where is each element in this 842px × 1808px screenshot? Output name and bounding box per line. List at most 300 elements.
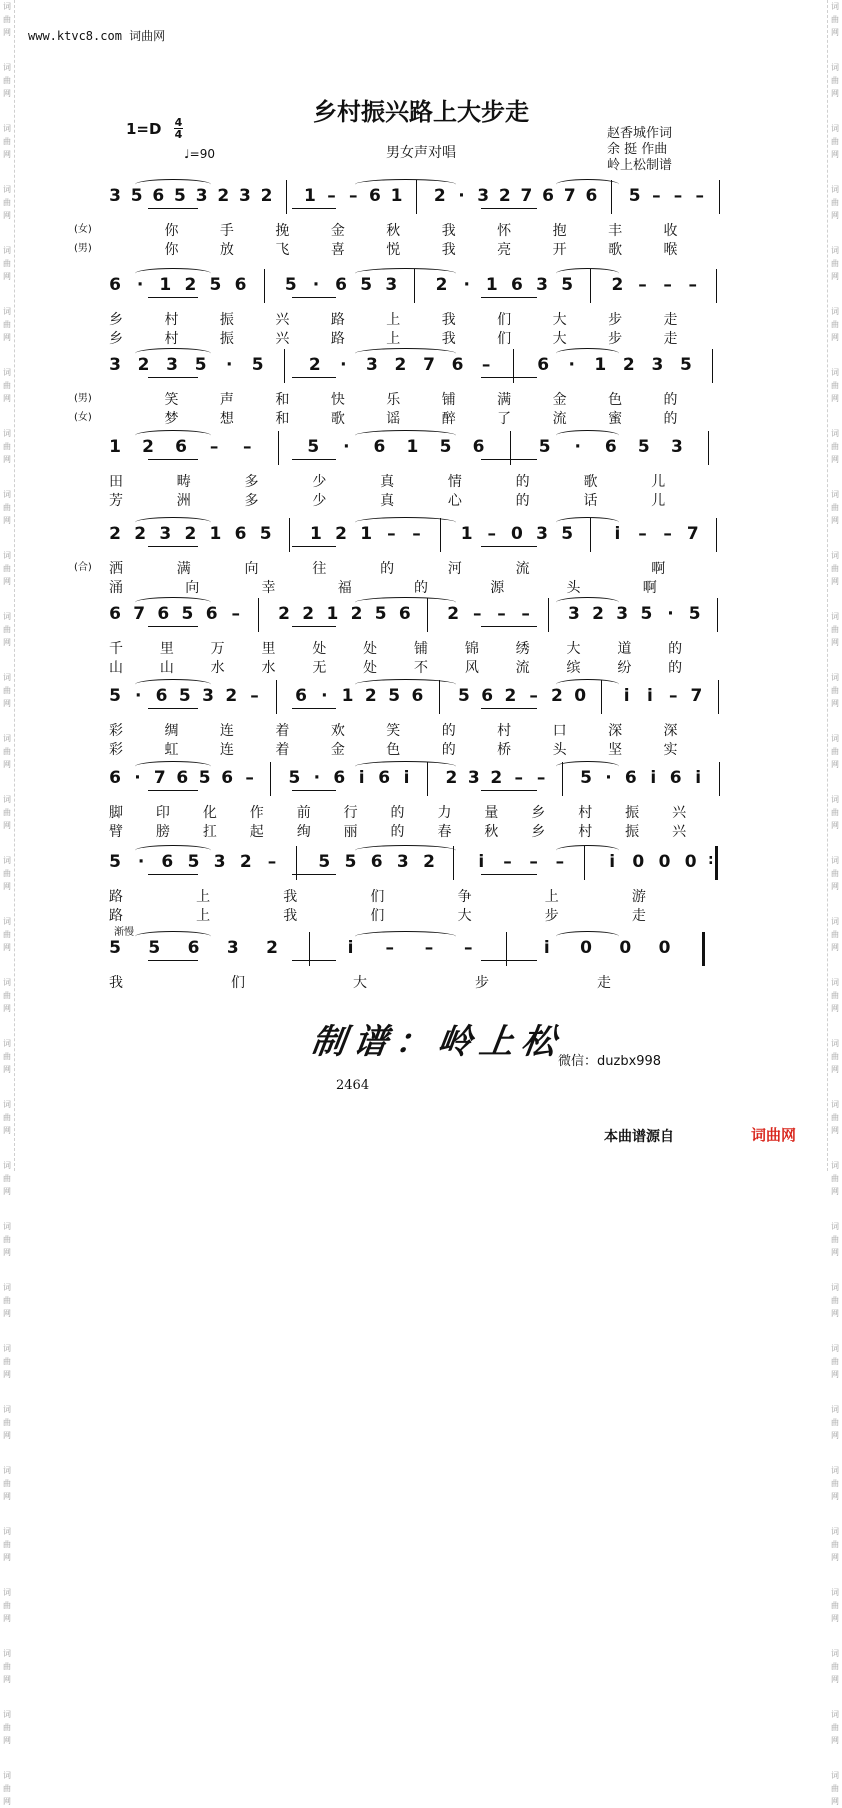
lyric-syllable: 化 — [202, 805, 217, 821]
lyric-syllable: 心 — [447, 493, 462, 509]
lyric-line — [104, 739, 744, 757]
lyric-syllable: 游 — [631, 889, 646, 905]
lyric-syllable: 大 — [457, 908, 472, 924]
lyric-syllable: 的 — [380, 561, 395, 577]
barline — [270, 762, 271, 796]
lyric-line — [104, 657, 744, 675]
note: – — [424, 938, 434, 958]
tempo-marking: ♩=90 — [184, 147, 215, 161]
lyric-syllable: 向 — [185, 580, 200, 596]
note: 6 — [411, 686, 424, 706]
note: · — [463, 275, 470, 295]
note: – — [250, 686, 259, 706]
lyric-syllable: 色 — [386, 742, 401, 758]
lyric-syllable: 丽 — [343, 824, 358, 840]
notation-line — [104, 524, 744, 554]
note: 6 — [368, 186, 381, 206]
lyric-syllable: 虹 — [164, 742, 179, 758]
note: 5 — [439, 437, 452, 457]
note: 2 — [302, 604, 315, 624]
lyric-syllable: 锦 — [464, 641, 479, 657]
lyric-syllable: 想 — [219, 411, 234, 427]
lyric-syllable: 桥 — [497, 742, 512, 758]
beam-underline — [481, 960, 538, 961]
lyric-syllable: 路 — [330, 331, 345, 347]
lyric-syllable: 儿 — [651, 493, 666, 509]
lyric-syllable: 亮 — [497, 242, 512, 258]
lyric-syllable: 金 — [552, 392, 567, 408]
lyric-line — [104, 490, 744, 508]
beam-underline — [481, 377, 538, 378]
barline — [284, 349, 285, 383]
note: – — [387, 524, 396, 544]
lyric-syllable: 话 — [583, 493, 598, 509]
lyric-syllable: 抱 — [552, 223, 567, 239]
note: 2 — [433, 186, 446, 206]
note: 7 — [133, 604, 146, 624]
beam-underline — [148, 546, 198, 547]
note: 7 — [423, 355, 435, 375]
beam-underline — [148, 459, 198, 460]
note: · — [458, 186, 465, 206]
voice-part-tag: (合) — [74, 562, 92, 573]
barline — [716, 269, 717, 303]
lyric-syllable: 乡 — [531, 805, 546, 821]
score-system — [104, 275, 744, 355]
note: 6 — [373, 437, 386, 457]
lyric-syllable: 和 — [275, 392, 290, 408]
beam-underline — [148, 297, 198, 298]
lyric-syllable: 们 — [497, 312, 512, 328]
note: 2 — [260, 186, 273, 206]
lyric-syllable: 歌 — [608, 242, 623, 258]
note: · — [568, 355, 575, 375]
notation-line — [104, 686, 744, 716]
note: – — [663, 275, 672, 295]
time-signature-top: 4 — [174, 116, 183, 129]
slur — [556, 679, 619, 690]
barline — [289, 518, 290, 552]
lyric-syllable: 喜 — [330, 242, 345, 258]
lyric-syllable: 笑 — [386, 723, 401, 739]
lyric-syllable: 我 — [441, 331, 456, 347]
note: 0 — [632, 852, 645, 872]
slur — [355, 679, 455, 690]
note: 2 — [551, 686, 563, 706]
note: 6 — [481, 686, 494, 706]
beam-underline — [292, 626, 336, 627]
lyric-syllable: 步 — [544, 908, 559, 924]
slur — [135, 268, 210, 279]
slur — [355, 348, 455, 359]
page-number: 2464 — [336, 1078, 370, 1093]
note: 6 — [451, 355, 464, 375]
repeat-dots: : — [708, 852, 714, 868]
lyric-syllable: 歌 — [330, 411, 345, 427]
lyric-syllable: 满 — [497, 392, 512, 408]
lyric-syllable: 路 — [330, 312, 345, 328]
lyric-syllable: 臂 — [109, 824, 123, 840]
lyric-syllable: 道 — [617, 641, 632, 657]
lyric-syllable: 芳 — [109, 493, 123, 509]
note: – — [385, 938, 394, 958]
slur — [135, 348, 210, 359]
lyric-line — [104, 886, 744, 904]
note: · — [136, 275, 144, 295]
lyric-syllable: 色 — [608, 392, 623, 408]
lyric-syllable: 里 — [159, 641, 174, 657]
lyric-syllable: 铺 — [441, 392, 456, 408]
voice-part-tag: (男) — [74, 393, 92, 404]
slur — [355, 268, 455, 279]
note: 5 — [538, 437, 551, 457]
beam-underline — [292, 459, 336, 460]
lyric-syllable: 处 — [312, 641, 327, 657]
note: 2 — [447, 604, 460, 624]
slur — [556, 845, 619, 856]
note: 3 — [385, 275, 398, 295]
slur — [556, 597, 619, 608]
lyric-syllable: 多 — [244, 474, 259, 490]
notation-line — [104, 186, 744, 216]
beam-underline — [292, 377, 336, 378]
note: 5 — [174, 186, 186, 206]
lyric-line — [104, 638, 744, 656]
lyric-syllable: 我 — [283, 889, 298, 905]
note: 2 — [622, 355, 635, 375]
slur — [355, 517, 455, 528]
note: 6 — [157, 604, 170, 624]
lyric-syllable: 啊 — [642, 580, 657, 596]
lyric-syllable: 儿 — [651, 474, 666, 490]
lyric-syllable: 声 — [219, 392, 234, 408]
note: 1 — [310, 524, 322, 544]
note: i — [478, 852, 485, 872]
slur — [135, 597, 210, 608]
lyric-syllable: 步 — [608, 331, 623, 347]
lyric-line — [74, 239, 744, 258]
lyric-syllable: 大 — [353, 975, 367, 991]
note: 5 — [109, 852, 121, 872]
lyric-syllable: 实 — [663, 742, 678, 758]
left-edge-watermark: 词 曲 网 词 曲 网 词 曲 网 词 曲 网 词 曲 网 词 曲 网 词 曲 网 词 曲 网 词 曲 网 词 曲 网 词 曲 网 词 曲 网 词 曲 网 词 曲 网 词 曲 网 词 曲 网 词 曲 网 词 曲 网 词 曲 网 词 曲 网 词 曲 网 词 曲 网 词 曲 网 词 曲 网 词 曲 网 词 曲 网 词 曲 网 词 曲 网 词 曲 网 词 曲 网 — [0, 0, 15, 1171]
note: 5 — [374, 604, 387, 624]
lyric-syllable: 乐 — [386, 392, 401, 408]
site-url[interactable]: www.ktvc8.com 词曲网 — [28, 29, 166, 43]
note: 1 — [303, 186, 316, 206]
lyric-syllable: 口 — [552, 723, 567, 739]
beam-underline — [148, 208, 198, 209]
beam-underline — [481, 297, 538, 298]
lyric-syllable: 怀 — [497, 223, 512, 239]
note: – — [529, 852, 538, 872]
lyric-syllable: 印 — [155, 805, 170, 821]
note: – — [638, 275, 647, 295]
slur — [135, 179, 210, 190]
note: 5 — [209, 275, 222, 295]
lyric-syllable: 醉 — [441, 411, 456, 427]
lyric-syllable: 的 — [441, 723, 456, 739]
note: 6 — [335, 275, 347, 295]
lyric-syllable: 我 — [441, 312, 456, 328]
lyric-syllable: 连 — [219, 723, 234, 739]
barline — [276, 680, 277, 714]
slur — [355, 845, 455, 856]
note: i — [623, 686, 630, 706]
beam-underline — [292, 297, 336, 298]
barline — [264, 269, 265, 303]
note: 3 — [536, 524, 548, 544]
note: 7 — [563, 186, 576, 206]
source-brand-link[interactable]: 词曲网 — [751, 1126, 797, 1144]
note: 2 — [435, 275, 448, 295]
note: – — [521, 604, 530, 624]
lyric-syllable: 的 — [663, 411, 678, 427]
lyric-syllable: 往 — [312, 561, 327, 577]
note: 0 — [684, 852, 697, 872]
note: 5 — [457, 686, 470, 706]
notation-line — [104, 938, 744, 968]
note: – — [514, 768, 523, 788]
lyric-syllable: 前 — [296, 805, 311, 821]
slur — [355, 597, 455, 608]
note: 3 — [536, 275, 548, 295]
note: · — [321, 686, 328, 706]
note: 6 — [109, 275, 121, 295]
lyric-syllable: 上 — [196, 908, 211, 924]
lyric-syllable: 走 — [663, 331, 678, 347]
note: · — [343, 437, 350, 457]
lyric-syllable: 起 — [249, 824, 264, 840]
lyric-syllable: 飞 — [275, 242, 290, 258]
note: 2 — [308, 355, 321, 375]
beam-underline — [292, 874, 336, 875]
lyric-syllable: 山 — [159, 660, 174, 676]
lyric-syllable: 处 — [363, 660, 378, 676]
lyric-syllable: 源 — [490, 580, 505, 596]
note: 3 — [396, 852, 409, 872]
note: · — [225, 355, 233, 375]
note: 5 — [344, 852, 357, 872]
lyric-syllable: 收 — [663, 223, 678, 239]
note: 3 — [159, 524, 172, 544]
note: 6 — [161, 852, 174, 872]
lyric-syllable: 喉 — [663, 242, 678, 258]
score-system — [104, 686, 744, 766]
lyric-syllable: 彩 — [109, 723, 123, 739]
note: 2 — [498, 186, 511, 206]
lyric-syllable: 上 — [544, 889, 559, 905]
note: 5 — [628, 186, 641, 206]
note: i — [695, 768, 702, 788]
lyric-syllable: 我 — [109, 975, 123, 991]
note: 6 — [378, 768, 391, 788]
lyric-syllable: 的 — [441, 742, 456, 758]
score-system — [74, 524, 744, 604]
note: 5 — [307, 437, 320, 457]
note: 5 — [148, 938, 161, 958]
lyric-syllable: 走 — [597, 975, 611, 991]
beam-underline — [481, 708, 538, 709]
lyric-syllable: 洲 — [176, 493, 191, 509]
score-system — [104, 852, 744, 932]
lyric-syllable: 情 — [447, 474, 462, 490]
lyric-syllable: 不 — [414, 660, 428, 676]
note: 6 — [624, 768, 637, 788]
lyric-syllable: 兴 — [672, 805, 687, 821]
lyric-syllable: 笑 — [164, 392, 179, 408]
beam-underline — [292, 208, 336, 209]
note: 6 — [234, 275, 247, 295]
note: 6 — [537, 355, 550, 375]
lyric-line — [104, 471, 744, 489]
beam-underline — [481, 626, 538, 627]
slur — [556, 430, 619, 441]
lyric-syllable: 的 — [515, 493, 530, 509]
note: 1 — [594, 355, 607, 375]
note: 2 — [184, 524, 197, 544]
note: 5 — [561, 524, 574, 544]
note: 1 — [460, 524, 473, 544]
voice-part-tag: (女) — [74, 412, 92, 423]
lyric-syllable: 歌 — [583, 474, 598, 490]
note: 6 — [333, 768, 346, 788]
note: – — [412, 524, 421, 544]
note: · — [605, 768, 612, 788]
note: 2 — [364, 686, 377, 706]
song-title: 乡村振兴路上大步走 — [313, 98, 529, 126]
lyric-syllable: 田 — [109, 474, 123, 490]
time-signature — [174, 117, 183, 140]
lyric-syllable: 行 — [343, 805, 358, 821]
beam-underline — [148, 377, 198, 378]
note: 7 — [690, 686, 703, 706]
note: i — [403, 768, 410, 788]
note: 5 — [561, 275, 574, 295]
lyric-line — [104, 328, 744, 346]
slur — [135, 517, 210, 528]
note: 6 — [234, 524, 247, 544]
note: 6 — [187, 938, 200, 958]
lyric-syllable: 乡 — [531, 824, 546, 840]
lyric-syllable: 千 — [109, 641, 123, 657]
lyric-syllable: 流 — [515, 660, 530, 676]
note: 1 — [209, 524, 222, 544]
lyric-syllable: 纷 — [617, 660, 632, 676]
lyric-syllable: 缤 — [566, 660, 581, 676]
note: 2 — [423, 852, 435, 872]
slur — [135, 845, 210, 856]
lyric-syllable: 我 — [441, 242, 456, 258]
note: 2 — [490, 768, 503, 788]
note: i — [358, 768, 365, 788]
lyric-syllable: 手 — [219, 223, 234, 239]
barline — [258, 598, 259, 632]
lyric-syllable: 秋 — [386, 223, 401, 239]
barline — [278, 431, 279, 465]
lyric-syllable: 们 — [231, 975, 245, 991]
lyric-syllable: 谣 — [386, 411, 401, 427]
lyricist: 赵香城作词 — [607, 126, 673, 141]
note: 3 — [670, 437, 683, 457]
lyric-syllable: 你 — [164, 223, 179, 239]
lyric-syllable: 村 — [578, 824, 593, 840]
key-signature: 1=D — [126, 120, 162, 138]
note: 5 — [181, 604, 194, 624]
composer: 余 挺 作曲 — [607, 142, 668, 157]
note: – — [481, 355, 491, 375]
note: 1 — [326, 604, 339, 624]
voice-part-tag: (女) — [74, 224, 92, 235]
note: 3 — [213, 852, 226, 872]
lyric-syllable: 流 — [552, 411, 567, 427]
slur — [556, 268, 619, 279]
note: – — [464, 938, 473, 958]
lyric-syllable: 放 — [219, 242, 234, 258]
lyric-syllable: 丰 — [608, 223, 623, 239]
note: – — [231, 604, 241, 624]
lyric-syllable: 和 — [275, 411, 290, 427]
note: · — [574, 437, 581, 457]
lyric-syllable: 兴 — [275, 331, 290, 347]
lyric-syllable: 路 — [109, 889, 123, 905]
note: 6 — [585, 186, 598, 206]
lyric-syllable: 向 — [244, 561, 259, 577]
beam-underline — [481, 874, 538, 875]
note: 2 — [350, 604, 363, 624]
lyric-syllable: 处 — [363, 641, 378, 657]
barline — [708, 431, 709, 465]
note: 2 — [109, 524, 121, 544]
lyric-syllable: 彩 — [109, 742, 123, 758]
lyric-syllable: 万 — [210, 641, 225, 657]
slur — [355, 179, 455, 190]
lyric-syllable: 的 — [414, 580, 428, 596]
lyric-syllable: 的 — [390, 824, 405, 840]
note: 3 — [109, 186, 121, 206]
lyric-syllable: 快 — [330, 392, 345, 408]
note: 5 — [688, 604, 701, 624]
tempo-change-mark: 渐慢 — [114, 927, 134, 938]
barline — [548, 598, 549, 632]
note: – — [473, 604, 482, 624]
lyric-syllable: 蜜 — [608, 411, 623, 427]
lyric-line — [104, 821, 744, 839]
barline — [719, 180, 720, 214]
barline — [717, 598, 718, 632]
beam-underline — [481, 208, 538, 209]
beam-underline — [148, 874, 198, 875]
note: 5 — [284, 275, 297, 295]
lyric-syllable: 乡 — [109, 331, 123, 347]
lyric-syllable: 你 — [164, 242, 179, 258]
note: 5 — [318, 852, 331, 872]
note: 1 — [159, 275, 172, 295]
note: 5 — [198, 768, 211, 788]
note: 2 — [504, 686, 517, 706]
lyric-syllable: 绸 — [164, 723, 179, 739]
lyric-syllable: 的 — [663, 392, 678, 408]
lyric-syllable: 流 — [515, 561, 530, 577]
notation-line — [104, 604, 744, 634]
note: · — [340, 355, 347, 375]
lyric-syllable: 村 — [578, 805, 593, 821]
lyric-syllable: 头 — [566, 580, 581, 596]
lyric-syllable: 走 — [631, 908, 646, 924]
beam-underline — [481, 459, 538, 460]
lyric-syllable: 畴 — [176, 474, 191, 490]
lyric-syllable: 铺 — [414, 641, 428, 657]
